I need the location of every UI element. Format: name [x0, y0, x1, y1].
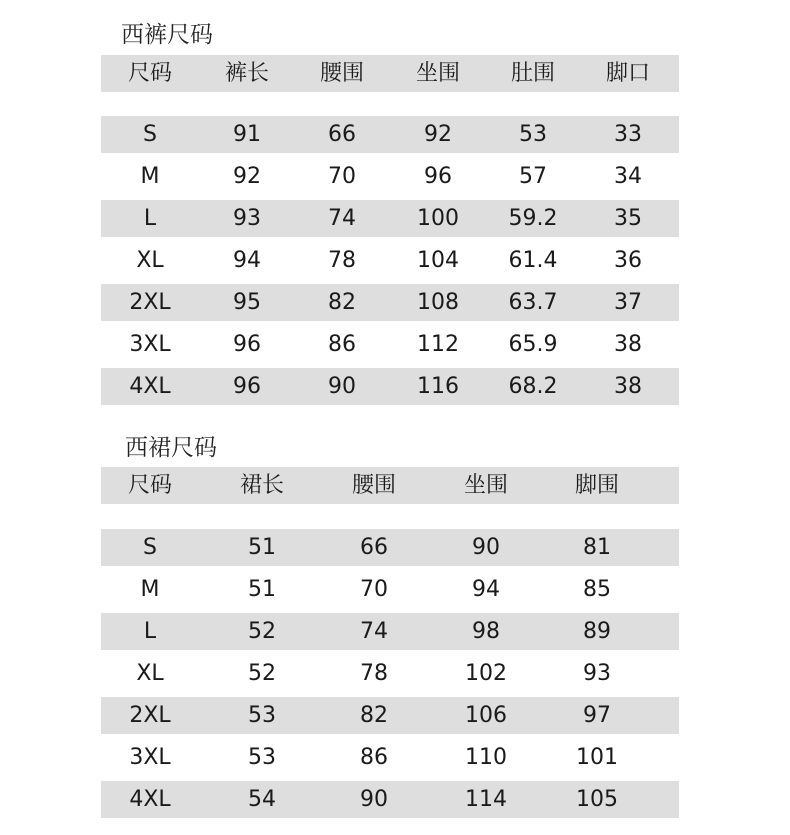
table-cell: 68.2 — [508, 374, 558, 399]
table-cell: 53 — [248, 703, 276, 728]
table-cell: 90 — [360, 787, 388, 812]
table-row — [101, 571, 679, 608]
size-label: 4XL — [129, 374, 171, 399]
size-label: XL — [136, 661, 164, 686]
column-header: 坐围 — [415, 61, 461, 86]
table-row — [101, 739, 679, 776]
pants-header-row — [101, 55, 679, 92]
table-cell: 94 — [233, 248, 261, 273]
table-cell: 66 — [360, 535, 388, 560]
size-label: 4XL — [129, 787, 171, 812]
table-row — [101, 158, 679, 195]
table-cell: 108 — [417, 290, 459, 315]
table-cell: 70 — [360, 577, 388, 602]
table-cell: 94 — [472, 577, 500, 602]
table-row — [101, 529, 679, 566]
pants-size-title: 西裤尺码 — [121, 22, 213, 48]
size-label: L — [143, 206, 157, 231]
table-cell: 78 — [328, 248, 356, 273]
table-cell: 52 — [248, 619, 276, 644]
table-cell: 33 — [614, 122, 642, 147]
table-cell: 81 — [583, 535, 611, 560]
column-header: 脚口 — [605, 61, 651, 86]
table-cell: 51 — [248, 577, 276, 602]
table-cell: 90 — [472, 535, 500, 560]
table-cell: 66 — [328, 122, 356, 147]
table-cell: 82 — [328, 290, 356, 315]
skirt-header-row — [101, 467, 679, 504]
size-label: XL — [136, 248, 164, 273]
table-cell: 92 — [424, 122, 452, 147]
table-cell: 70 — [328, 164, 356, 189]
table-row — [101, 613, 679, 650]
table-cell: 98 — [472, 619, 500, 644]
size-label: S — [143, 122, 157, 147]
table-cell: 116 — [417, 374, 459, 399]
table-cell: 51 — [248, 535, 276, 560]
table-cell: 86 — [328, 332, 356, 357]
size-label: S — [143, 535, 157, 560]
table-cell: 105 — [576, 787, 618, 812]
table-cell: 37 — [614, 290, 642, 315]
column-header: 坐围 — [463, 473, 509, 498]
table-cell: 90 — [328, 374, 356, 399]
table-cell: 38 — [614, 374, 642, 399]
table-cell: 92 — [233, 164, 261, 189]
table-row — [101, 200, 679, 237]
table-cell: 97 — [583, 703, 611, 728]
column-header: 脚围 — [574, 473, 620, 498]
table-cell: 63.7 — [508, 290, 558, 315]
table-row — [101, 655, 679, 692]
table-row — [101, 368, 679, 405]
table-row — [101, 697, 679, 734]
table-cell: 100 — [417, 206, 459, 231]
table-cell: 36 — [614, 248, 642, 273]
column-header: 肚围 — [510, 61, 556, 86]
table-row — [101, 284, 679, 321]
table-cell: 96 — [233, 374, 261, 399]
table-cell: 74 — [328, 206, 356, 231]
table-cell: 96 — [233, 332, 261, 357]
column-header: 尺码 — [127, 473, 173, 498]
table-cell: 61.4 — [508, 248, 558, 273]
table-cell: 52 — [248, 661, 276, 686]
size-label: M — [140, 164, 160, 189]
table-cell: 59.2 — [508, 206, 558, 231]
size-label: 2XL — [129, 290, 171, 315]
table-cell: 35 — [614, 206, 642, 231]
table-cell: 53 — [248, 745, 276, 770]
column-header: 裤长 — [224, 61, 270, 86]
size-label: 2XL — [129, 703, 171, 728]
table-row — [101, 781, 679, 818]
table-cell: 53 — [519, 122, 547, 147]
size-label: M — [140, 577, 160, 602]
column-header: 尺码 — [127, 61, 173, 86]
table-cell: 101 — [576, 745, 618, 770]
table-cell: 104 — [417, 248, 459, 273]
column-header: 腰围 — [351, 473, 397, 498]
table-cell: 82 — [360, 703, 388, 728]
skirt-size-title: 西裙尺码 — [125, 435, 217, 461]
table-cell: 93 — [233, 206, 261, 231]
column-header: 裙长 — [239, 473, 285, 498]
table-cell: 110 — [465, 745, 507, 770]
table-cell: 86 — [360, 745, 388, 770]
column-header: 腰围 — [319, 61, 365, 86]
table-cell: 65.9 — [508, 332, 558, 357]
table-cell: 78 — [360, 661, 388, 686]
size-label: 3XL — [129, 332, 171, 357]
size-label: L — [143, 619, 157, 644]
table-cell: 106 — [465, 703, 507, 728]
table-cell: 93 — [583, 661, 611, 686]
table-cell: 38 — [614, 332, 642, 357]
table-cell: 74 — [360, 619, 388, 644]
table-cell: 54 — [248, 787, 276, 812]
table-cell: 34 — [614, 164, 642, 189]
table-cell: 85 — [583, 577, 611, 602]
table-cell: 91 — [233, 122, 261, 147]
table-cell: 57 — [519, 164, 547, 189]
table-cell: 96 — [424, 164, 452, 189]
table-row — [101, 326, 679, 363]
table-cell: 95 — [233, 290, 261, 315]
table-cell: 89 — [583, 619, 611, 644]
table-row — [101, 116, 679, 153]
size-label: 3XL — [129, 745, 171, 770]
table-cell: 114 — [465, 787, 507, 812]
table-row — [101, 242, 679, 279]
table-cell: 102 — [465, 661, 507, 686]
table-cell: 112 — [417, 332, 459, 357]
